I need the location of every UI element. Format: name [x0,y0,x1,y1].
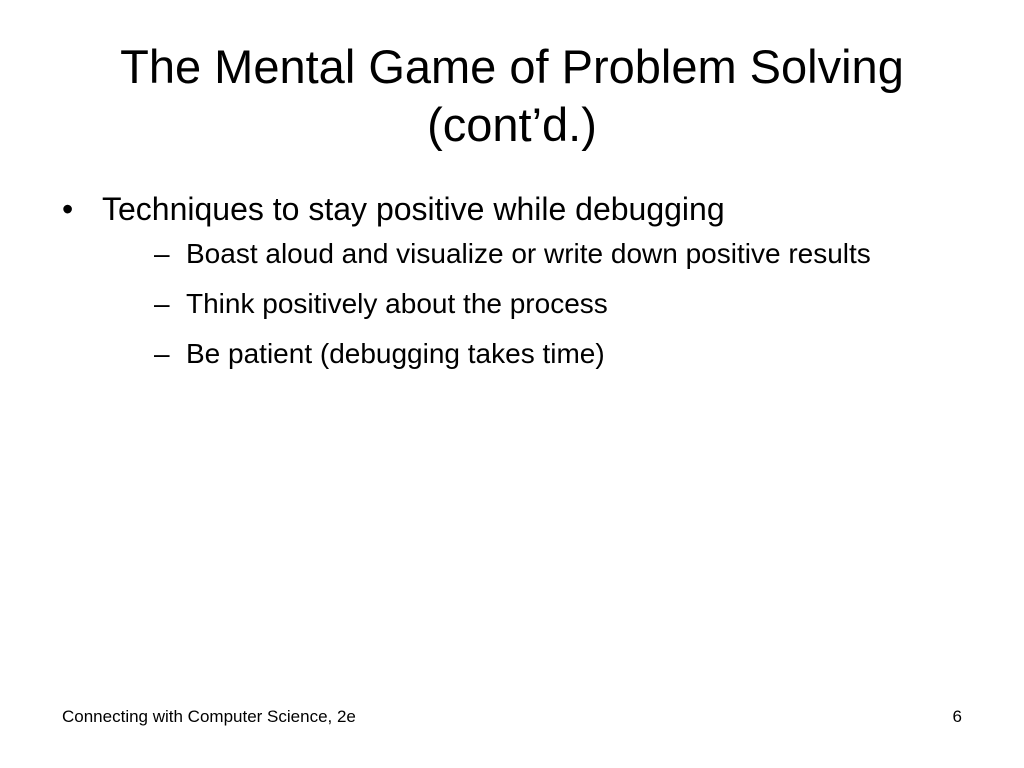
footer-text: Connecting with Computer Science, 2e [62,707,356,726]
page-number: 6 [952,707,962,726]
bullet-item [62,186,962,374]
bullet-marker: • [62,191,74,227]
slide-title [40,38,984,154]
bullet-text: Techniques to stay positive while debugging [102,191,725,227]
sub-bullet-item [142,284,946,324]
slide-title-line-2: (cont’d.) [427,98,597,151]
sub-bullet-text: Think positively about the process [186,288,608,319]
sub-bullet-text: Be patient (debugging takes time) [186,338,605,369]
dash-marker: – [154,338,170,369]
slide-title-line-1: The Mental Game of Problem Solving [120,40,904,93]
sub-bullet-text: Boast aloud and visualize or write down positive results [186,238,871,269]
bullet-list [62,186,962,384]
sub-bullet-list [102,234,962,374]
dash-marker: – [154,288,170,319]
dash-marker: – [154,238,170,269]
sub-bullet-item [142,234,946,274]
sub-bullet-item [142,334,946,374]
